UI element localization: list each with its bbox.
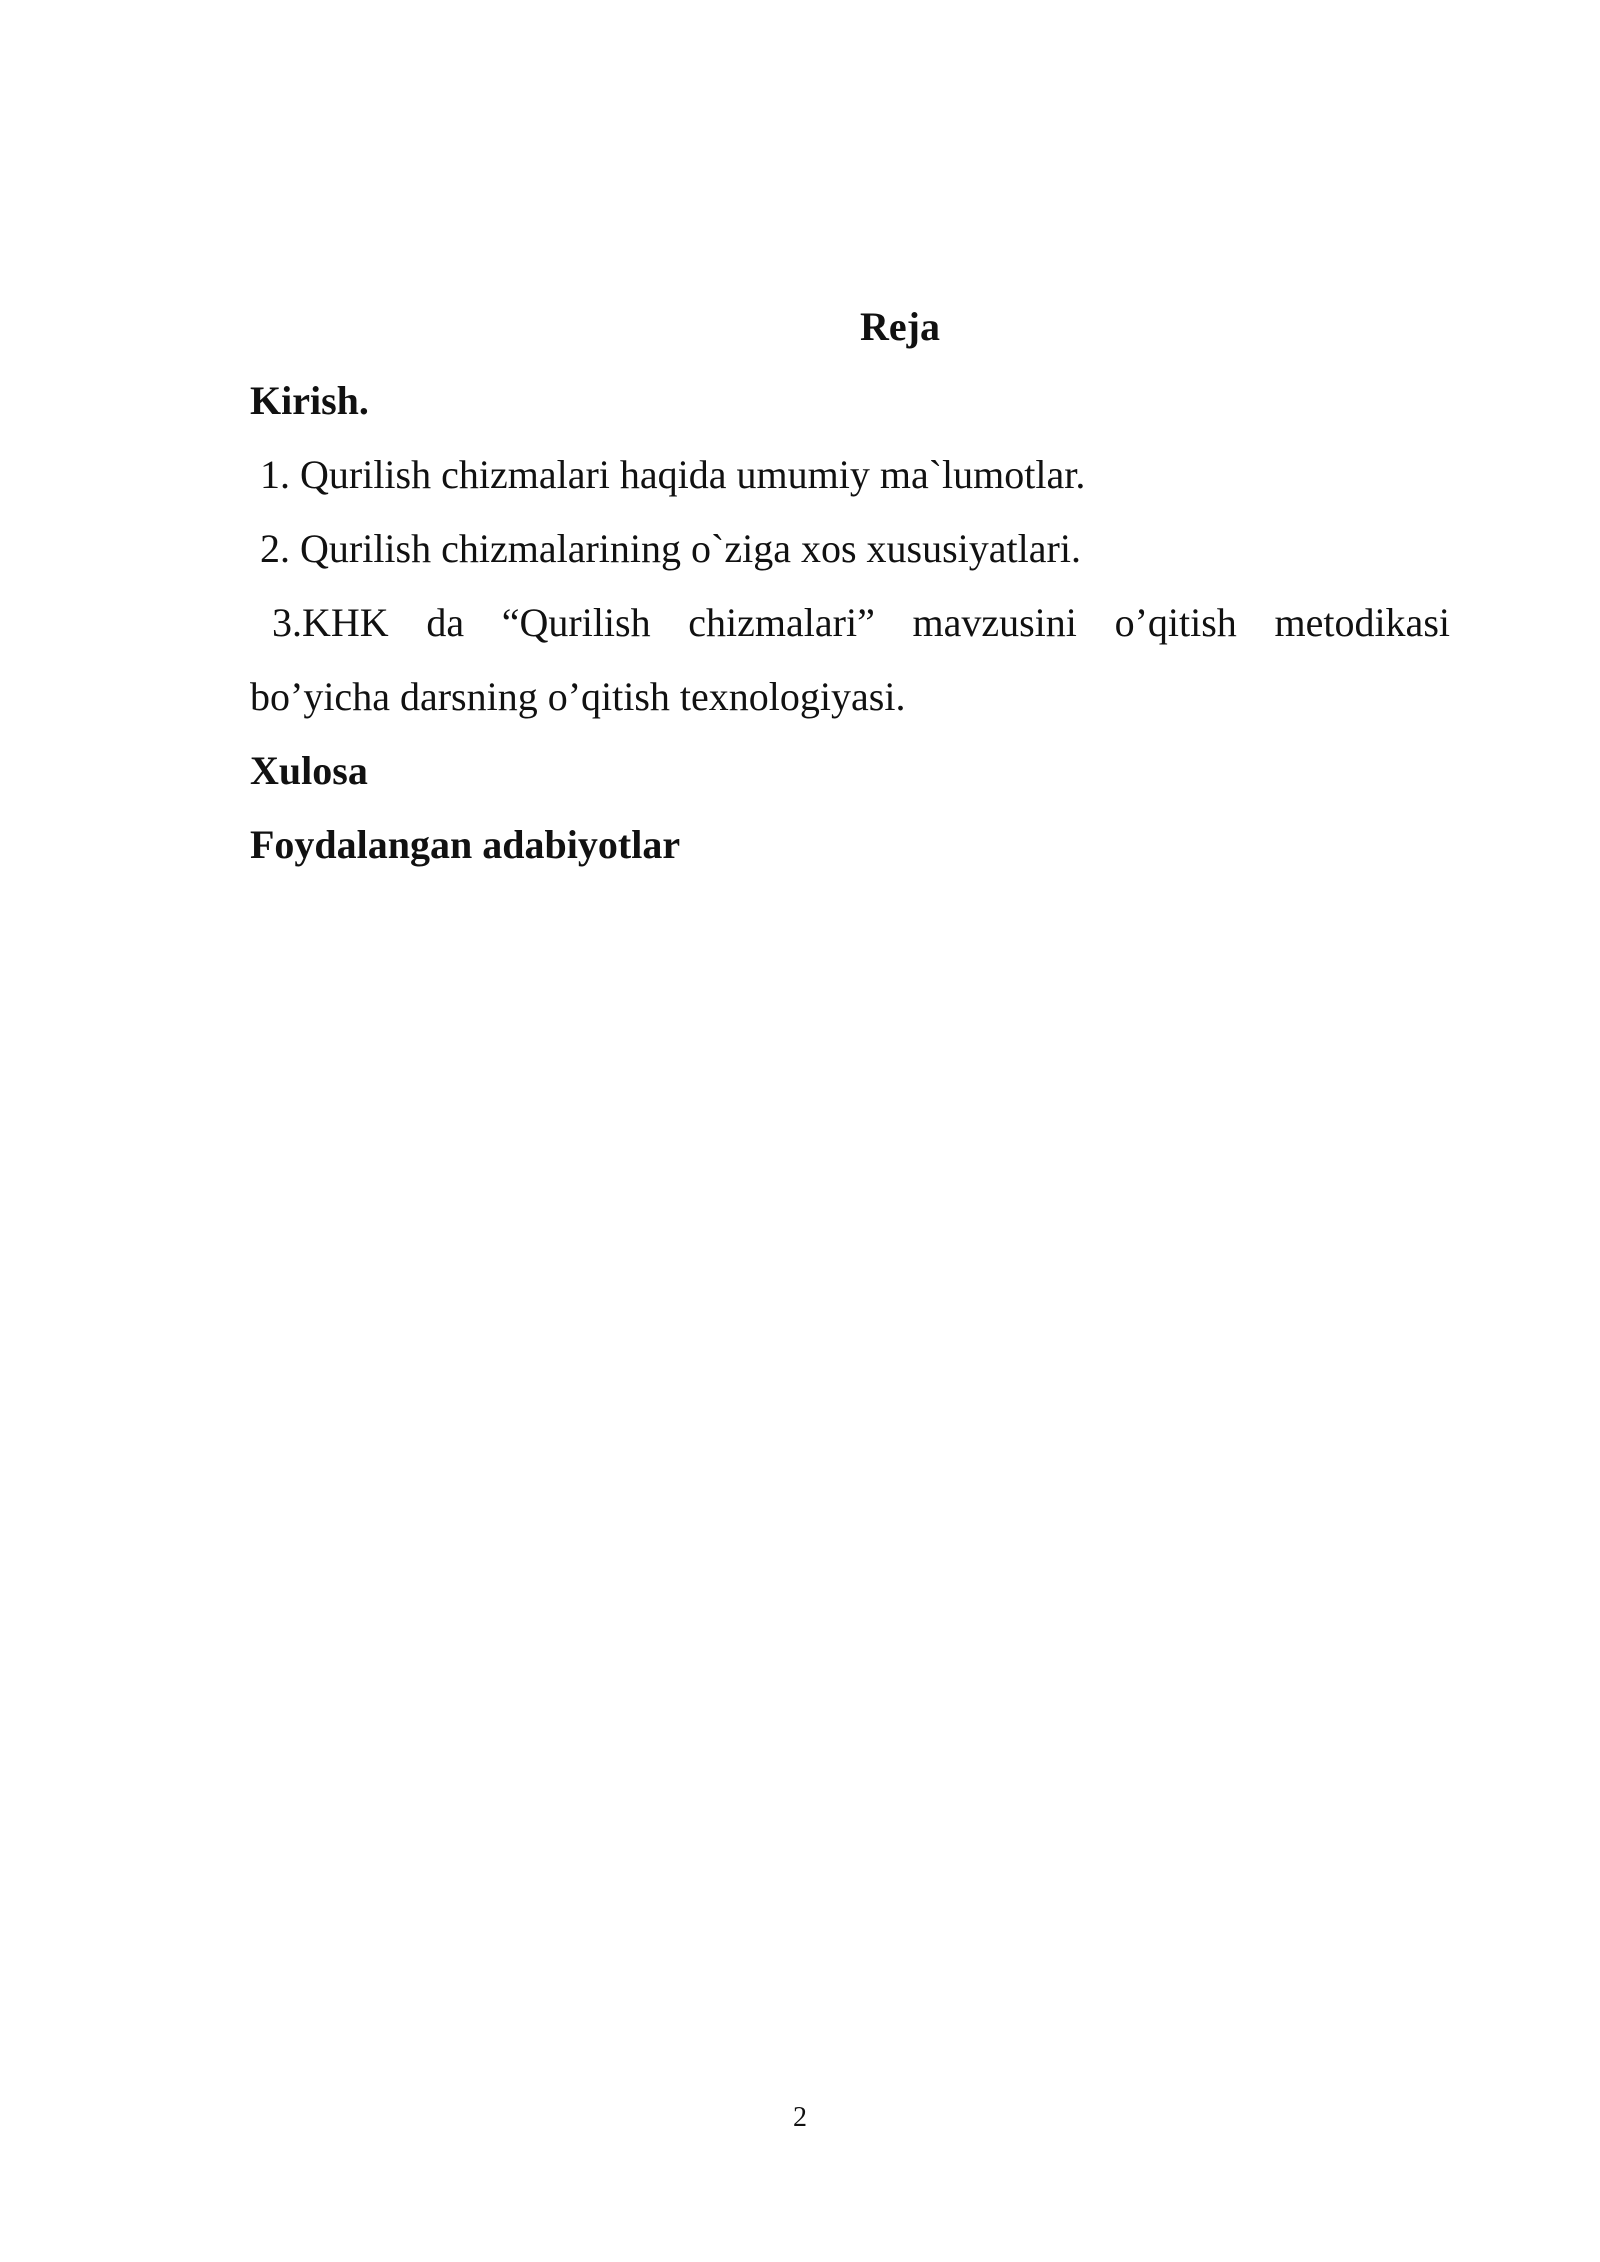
section-references: Foydalangan adabiyotlar bbox=[250, 822, 681, 867]
page-number: 2 bbox=[793, 2102, 807, 2133]
page-content bbox=[250, 290, 1450, 882]
plan-item-3: 3.KHK da “Qurilish chizmalari” mavzusini o’qitish metodikasi bbox=[272, 600, 1450, 645]
plan-item-2: 2. Qurilish chizmalarining o`ziga xos xususiyatlari. bbox=[260, 526, 1081, 571]
section-intro: Kirish. bbox=[250, 378, 369, 423]
plan-item-3-continuation: bo’yicha darsning o’qitish texnologiyasi. bbox=[250, 674, 906, 719]
page-title: Reja bbox=[860, 304, 940, 349]
plan-item-1: 1. Qurilish chizmalari haqida umumiy ma`lumotlar. bbox=[260, 452, 1086, 497]
section-conclusion: Xulosa bbox=[250, 748, 368, 793]
